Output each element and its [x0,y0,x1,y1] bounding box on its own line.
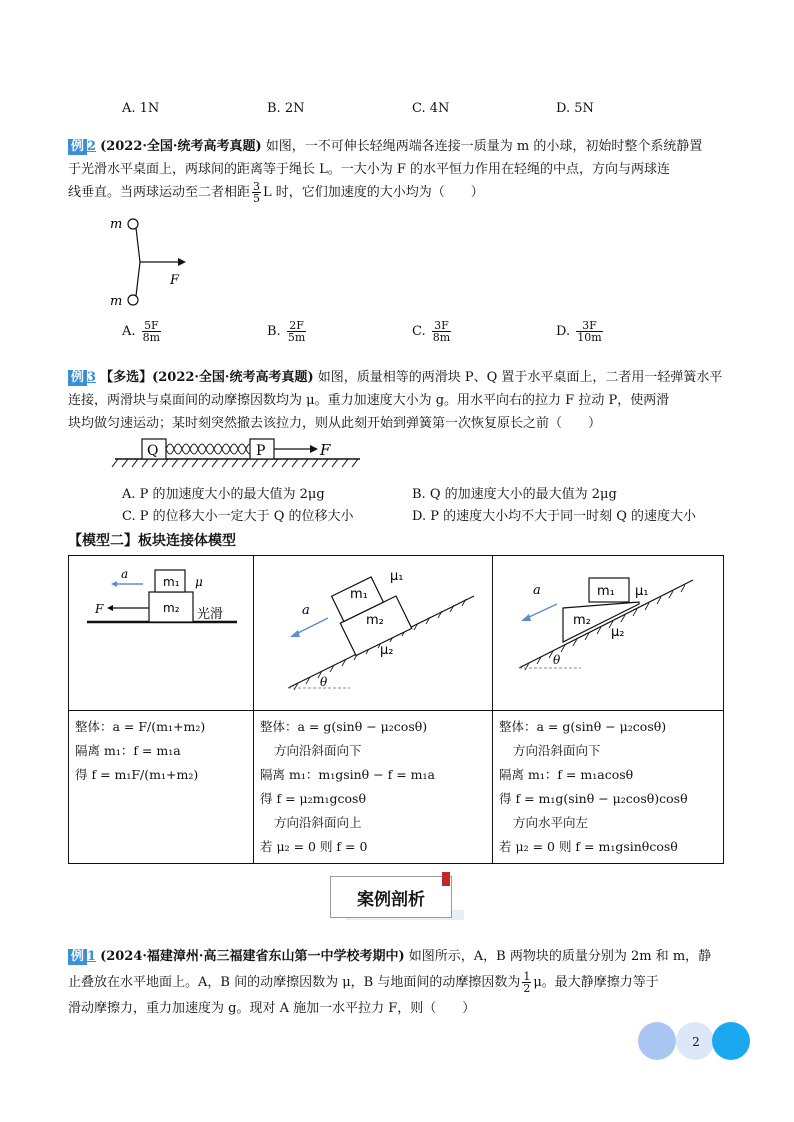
option-d: D. 5N [556,101,594,116]
example-tag: 例 [68,370,87,386]
option-c: C. 4N [412,101,450,116]
svg-text:a: a [302,603,310,618]
page-circle-left [638,1022,676,1060]
svg-text:P: P [256,443,266,459]
ex2-option-d: D. $\frac{3F}{10m}$ [556,319,602,344]
ex3-option-a: A. P 的加速度大小的最大值为 2μg [122,487,325,502]
source: (2022·全国·统考高考真题) [100,139,262,154]
svg-text:θ: θ [553,653,561,667]
label-f: F [170,273,180,288]
text-line: 如图所示，A，B 两物块的质量分别为 2m 和 m，静 [408,949,712,964]
label-m-bottom: m [110,294,123,309]
fig-cell-3 [493,556,724,711]
label-m-top: m [110,217,123,232]
fraction: $\frac{3}{5}$ [253,180,261,205]
formula-line: 方向沿斜面向上 [274,815,362,830]
formula-line: 隔离 m₁：f = m₁acosθ [499,767,634,782]
ex3-option-b: B. Q 的加速度大小的最大值为 2μg [412,487,617,502]
text-line: 线垂直。当两球运动至二者相距 $\frac{3}{5}$ L 时，它们加速度的大小均为（ ） [68,180,484,205]
rope-figure [100,212,200,312]
ex2-option-c: C. $\frac{3F}{8m}$ [412,319,451,344]
option-b: B. 2N [267,101,305,116]
text-line: 块均做匀速运动；某时刻突然撤去该拉力，则从此刻开始到弹簧第一次恢复原长之前（ ） [68,416,602,431]
option-a: A. 1N [122,101,160,116]
text-line: 滑动摩擦力，重力加速度为 g。现对 A 施加一水平拉力 F，则（ ） [68,1001,476,1016]
text-line: 于光滑水平桌面上，两球间的距离等于绳长 L。一大小为 F 的水平恒力作用在轻绳的中点，方向与两球连 [68,162,671,177]
example-number: 3 [87,370,97,385]
formula-line: 方向沿斜面向下 [274,743,362,758]
formula-line: 隔离 m₁：m₁gsinθ − f = m₁a [260,767,435,782]
example-number: 2 [87,139,97,154]
text-line: 如图，质量相等的两滑块 P、Q 置于水平桌面上，二者用一轻弹簧水平 [317,370,723,385]
ex3-option-d: D. P 的速度大小均不大于同一时刻 Q 的速度大小 [412,509,697,524]
text-cell-3 [493,711,724,864]
source: (2024·福建漳州·高三福建省东山第一中学校考期中) [100,949,405,964]
formula-line: 隔离 m₁：f = m₁a [75,743,181,758]
svg-text:a: a [533,583,541,598]
multi-tag: 【多选】 [100,370,153,385]
formula-line: 整体：a = F/(m₁+m₂) [75,719,206,734]
formula-line: 整体：a = g(sinθ − μ₂cosθ) [499,719,667,734]
svg-text:m₂: m₂ [366,613,384,628]
text-line: 连接，两滑块与桌面间的动摩擦因数均为 μ。重力加速度大小为 g。用水平向右的拉力 F 拉动 P，使两滑 [68,393,670,408]
page-number: 2 [692,1035,700,1049]
example-tag: 例 [68,139,87,155]
formula-line: 得 f = m₁g(sinθ − μ₂cosθ)cosθ [499,791,688,806]
ex2-option-a: A. $\frac{5F}{8m}$ [122,319,161,344]
source: (2022·全国·统考高考真题) [152,370,314,385]
svg-text:θ: θ [320,675,328,689]
fig-cell-2 [254,556,493,711]
section-banner: 案例剖析 [330,876,452,918]
svg-text:光滑: 光滑 [197,607,224,622]
formula-line: 若 μ₂ = 0 则 f = m₁gsinθcosθ [499,839,678,854]
formula-line: 得 f = m₁F/(m₁+m₂) [75,767,199,782]
svg-text:μ₁: μ₁ [635,584,649,599]
example-1-text [68,944,728,1022]
page-circle-right [712,1022,750,1060]
text-line: 如图，一不可伸长轻绳两端各连接一质量为 m 的小球，初始时整个系统静置 [265,139,703,154]
svg-text:m₁: m₁ [350,587,368,602]
example-tag: 例 [68,949,87,965]
svg-text:μ: μ [195,575,203,589]
figure-smooth-plane [69,556,253,706]
svg-text:m₂: m₂ [573,613,591,628]
text-cell-1 [69,711,254,864]
svg-text:μ₂: μ₂ [611,625,625,640]
example-3-text [68,366,728,435]
example-2-text [68,135,728,204]
model-title: 【模型二】板块连接体模型 [68,533,236,549]
figure-incline [254,556,492,706]
fraction: $\frac{1}{2}$ [523,970,531,995]
formula-line: 得 f = μ₂m₁gcosθ [260,791,366,806]
svg-text:m₂: m₂ [163,601,180,615]
svg-text:μ₂: μ₂ [380,643,394,658]
banner-accent [442,872,450,886]
spring-figure [110,433,370,473]
formula-line: 方向沿斜面向下 [513,743,601,758]
svg-text:Q: Q [147,443,159,459]
example-number: 1 [87,949,97,964]
text-line: 止叠放在水平地面上。A，B 间的动摩擦因数为 μ，B 与地面间的动摩擦因数为 $\frac{1}{2}$ μ。最大静摩擦力等于 [68,970,659,995]
svg-text:F: F [320,441,331,459]
svg-text:μ₁: μ₁ [390,569,404,584]
svg-text:m₁: m₁ [163,575,180,589]
ex2-option-b: B. $\frac{2F}{5m}$ [267,319,306,344]
formula-line: 整体：a = g(sinθ − μ₂cosθ) [260,719,428,734]
ex3-option-c: C. P 的位移大小一定大于 Q 的位移大小 [122,509,354,524]
fig-cell-1 [69,556,254,711]
figure-incline-horizontal-block [493,556,723,706]
svg-text:m₁: m₁ [597,584,615,599]
text-cell-2 [254,711,493,864]
formula-line: 方向水平向左 [513,815,589,830]
svg-text:F: F [95,602,104,616]
svg-text:a: a [121,567,129,581]
formula-line: 若 μ₂ = 0 则 f = 0 [260,839,368,854]
model-table [68,555,724,864]
